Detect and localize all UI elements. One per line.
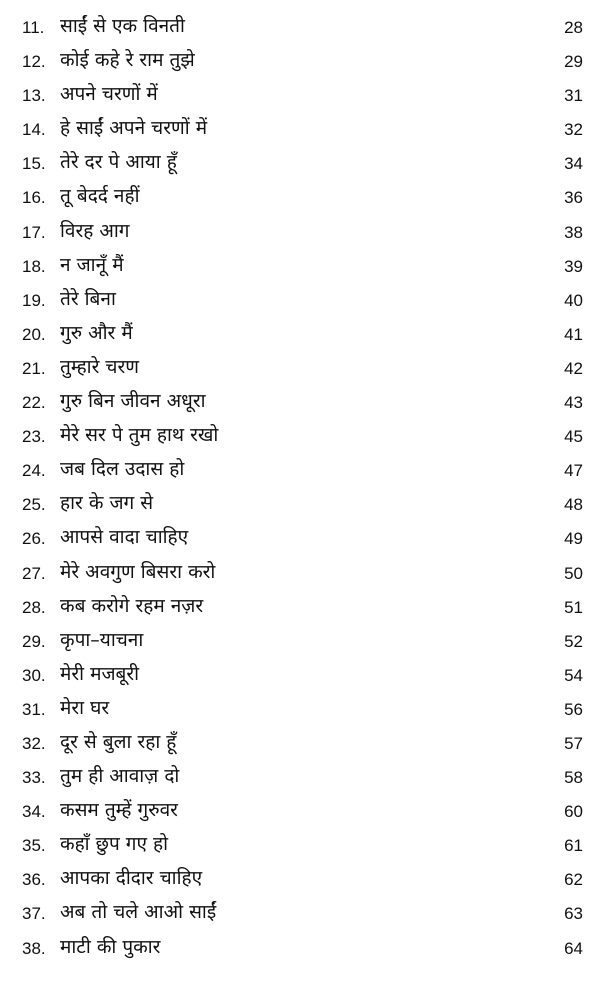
toc-row: [0, 44, 600, 78]
entry-title: अब तो चले आओ साईं: [60, 901, 217, 924]
toc-row: [0, 317, 600, 351]
entry-title: कोई कहे रे राम तुझे: [60, 49, 195, 72]
toc-row: [0, 862, 600, 896]
entry-page-number: 49: [564, 529, 583, 549]
entry-number: 33.: [22, 768, 46, 788]
toc-row: [0, 658, 600, 692]
toc-row: [0, 521, 600, 555]
toc-row: [0, 385, 600, 419]
entry-title: दूर से बुला रहा हूँ: [60, 730, 177, 753]
entry-page-number: 36: [564, 188, 583, 208]
entry-title: विरह आग: [60, 219, 130, 242]
toc-row: [0, 10, 600, 44]
entry-page-number: 56: [564, 699, 583, 719]
entry-title: तेरे दर पे आया हूँ: [60, 151, 177, 174]
entry-number: 18.: [22, 256, 46, 276]
entry-number: 22.: [22, 393, 46, 413]
entry-number: 23.: [22, 427, 46, 447]
toc-row: [0, 692, 600, 726]
toc-row: [0, 419, 600, 453]
entry-page-number: 31: [564, 86, 583, 106]
entry-title: कसम तुम्हें गुरुवर: [60, 799, 178, 822]
entry-page-number: 63: [564, 904, 583, 924]
entry-number: 31.: [22, 699, 46, 719]
entry-number: 11.: [22, 18, 45, 37]
entry-number: 28.: [22, 597, 46, 617]
toc-row: [0, 453, 600, 487]
entry-title: तुम ही आवाज़ दो: [60, 765, 180, 788]
entry-title: मेरे अवगुण बिसरा करो: [60, 560, 216, 583]
entry-number: 17.: [22, 222, 46, 242]
entry-title: कृपा–याचना: [60, 628, 144, 651]
toc-row: [0, 351, 600, 385]
entry-page-number: 38: [564, 222, 583, 242]
entry-number: 24.: [22, 461, 46, 481]
entry-title: हार के जग से: [60, 492, 154, 515]
toc-row: [0, 794, 600, 828]
toc-row: [0, 180, 600, 214]
entry-page-number: 43: [564, 393, 583, 413]
toc-row: [0, 249, 600, 283]
entry-number: 29.: [22, 631, 46, 651]
entry-number: 30.: [22, 665, 46, 685]
toc-row: [0, 931, 600, 965]
table-of-contents: [0, 10, 600, 965]
entry-number: 25.: [22, 495, 46, 515]
entry-number: 15.: [22, 154, 46, 174]
entry-page-number: 39: [564, 256, 583, 276]
entry-page-number: 60: [564, 802, 583, 822]
entry-title: मेरा घर: [60, 696, 110, 719]
entry-title: माटी की पुकार: [60, 935, 161, 958]
entry-number: 16.: [22, 188, 46, 208]
toc-row: [0, 215, 600, 249]
entry-page-number: 45: [564, 427, 583, 447]
entry-page-number: 58: [564, 768, 583, 788]
entry-page-number: 41: [564, 324, 583, 344]
entry-title: तुम्हारे चरण: [60, 355, 139, 378]
toc-row: [0, 896, 600, 930]
toc-row: [0, 556, 600, 590]
entry-page-number: 54: [564, 665, 583, 685]
entry-title: जब दिल उदास हो: [60, 458, 185, 481]
entry-number: 38.: [22, 938, 46, 958]
toc-row: [0, 760, 600, 794]
entry-number: 13.: [22, 86, 46, 106]
entry-number: 37.: [22, 904, 46, 924]
entry-title: हे साईं अपने चरणों में: [60, 117, 208, 140]
entry-number: 35.: [22, 836, 46, 856]
toc-row: [0, 283, 600, 317]
entry-title: आपसे वादा चाहिए: [60, 526, 189, 549]
entry-title: अपने चरणों में: [60, 83, 158, 106]
entry-number: 20.: [22, 324, 46, 344]
entry-number: 14.: [22, 120, 46, 140]
entry-number: 21.: [22, 358, 46, 378]
entry-title: कब करोगे रहम नज़र: [60, 594, 204, 617]
entry-page-number: 28: [564, 18, 583, 37]
entry-page-number: 40: [564, 290, 583, 310]
entry-number: 12.: [22, 52, 46, 72]
entry-page-number: 29: [564, 52, 583, 72]
entry-number: 19.: [22, 290, 46, 310]
entry-page-number: 42: [564, 358, 583, 378]
entry-page-number: 34: [564, 154, 583, 174]
entry-title: गुरु बिन जीवन अधूरा: [60, 390, 206, 413]
entry-page-number: 61: [564, 836, 583, 856]
entry-number: 27.: [22, 563, 46, 583]
entry-title: मेरी मजबूरी: [60, 662, 140, 685]
entry-number: 36.: [22, 870, 46, 890]
toc-row: [0, 590, 600, 624]
entry-title: कहाँ छुप गए हो: [60, 833, 169, 856]
entry-number: 26.: [22, 529, 46, 549]
entry-page-number: 50: [564, 563, 583, 583]
entry-title: तेरे बिना: [60, 287, 116, 310]
toc-row: [0, 112, 600, 146]
entry-page-number: 52: [564, 631, 583, 651]
entry-title: गुरु और मैं: [60, 321, 133, 344]
toc-row: [0, 624, 600, 658]
toc-row: [0, 487, 600, 521]
entry-page-number: 57: [564, 733, 583, 753]
entry-page-number: 32: [564, 120, 583, 140]
entry-page-number: 51: [564, 597, 583, 617]
toc-row: [0, 726, 600, 760]
entry-title: न जानूँ मैं: [60, 253, 124, 276]
entry-page-number: 64: [564, 938, 583, 958]
entry-page-number: 62: [564, 870, 583, 890]
toc-row: [0, 78, 600, 112]
entry-title: साईं से एक विनती: [60, 15, 185, 37]
toc-row: [0, 146, 600, 180]
entry-number: 34.: [22, 802, 46, 822]
entry-title: आपका दीदार चाहिए: [60, 867, 203, 890]
toc-row: [0, 828, 600, 862]
entry-title: मेरे सर पे तुम हाथ रखो: [60, 424, 219, 447]
entry-number: 32.: [22, 733, 46, 753]
entry-page-number: 48: [564, 495, 583, 515]
entry-title: तू बेदर्द नहीं: [60, 185, 140, 208]
entry-page-number: 47: [564, 461, 583, 481]
